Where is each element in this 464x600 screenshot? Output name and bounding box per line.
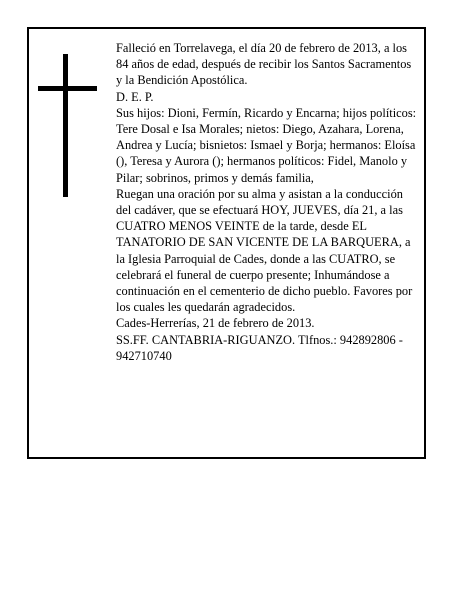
rest-in-peace: D. E. P.: [116, 89, 154, 104]
cross-horizontal-bar: [38, 86, 97, 91]
funeral-home-contact: SS.FF. CANTABRIA-RIGUANZO. Tlfnos.: 942892806 - 942710740: [116, 332, 403, 363]
funeral-details: Ruegan una oración por su alma y asistan a la conducción del cadáver, que se efectuará HOY, JUEVES, día 21, a las CUATRO MENOS VEINTE de la tarde, desde EL TANATORIO DE SAN VICENTE DE LA BARQUERA, a la Iglesia Parroquial de Cades, donde a las CUATRO, se celebrará el funeral de cuerpo presente; Inhumándose a continuación en el cementerio de dicho pueblo. Favores por los cuales les quedarán agradecidos.: [116, 186, 413, 315]
family-list: Sus hijos: Dioni, Fermín, Ricardo y Encarna; hijos políticos: Tere Dosal e Isa Morales; nietos: Diego, Azahara, Lorena, Andrea y Lucía; bisnietos: Ismael y Borja; hermanos: Eloísa (), Teresa y Aurora (); hermanos políticos: Fidel, Manolo y Pilar; sobrinos, primos y demás familia,: [116, 105, 417, 185]
cross-vertical-bar: [63, 54, 68, 197]
obituary-text: [116, 40, 420, 364]
cross-icon: [38, 54, 98, 197]
place-date: Cades-Herrerías, 21 de febrero de 2013.: [116, 316, 315, 331]
death-announcement: Falleció en Torrelavega, el día 20 de febrero de 2013, a los 84 años de edad, después de recibir los Santos Sacramentos y la Bendición Apostólica.: [116, 41, 412, 88]
